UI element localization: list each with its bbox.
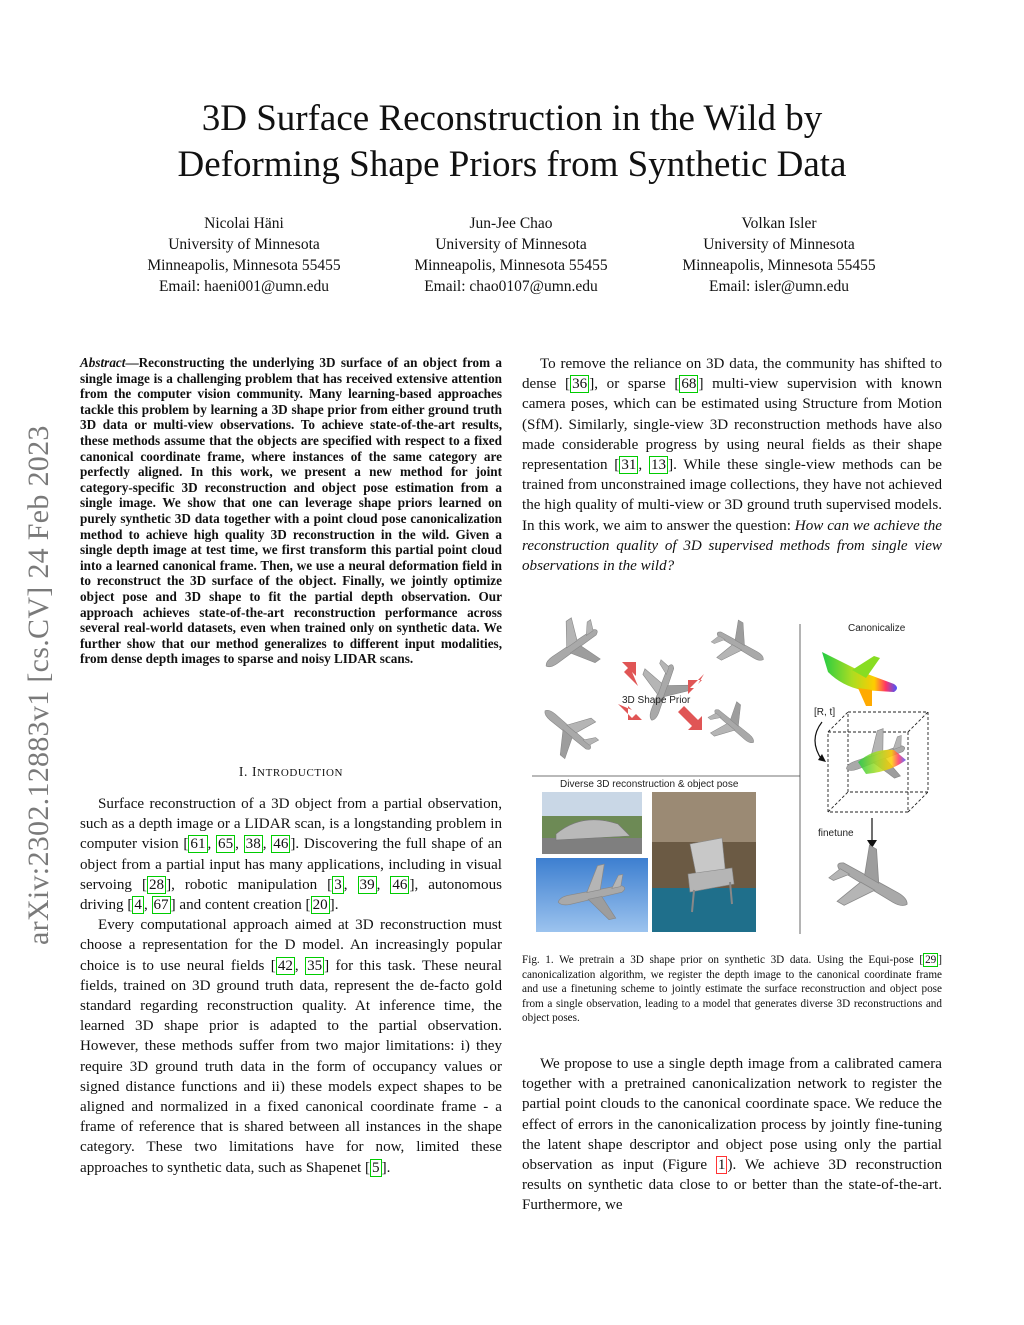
airplane-shape-top-right (706, 614, 774, 678)
section-number: I. (238, 764, 252, 779)
citation-link[interactable]: 65 (218, 836, 234, 853)
text-run: ] multi-view supervision with known camera poses, which can be estimated using Structure from Motion (SfM). Similarly, single-view 3D reconstruction methods have also made considerable progress by using neural fields as their shape representation [ (522, 376, 942, 474)
citation-link[interactable]: 46 (392, 876, 408, 893)
airplane-shape-bottom-left (530, 692, 607, 767)
text-run: ]. Discovering the full shape of an object from a partial input has many applications, including in visual servoing [ (80, 836, 503, 893)
section-heading (80, 764, 502, 780)
author-email: Email: isler@umn.edu (709, 278, 849, 295)
intro-paragraph-4 (522, 1054, 942, 1216)
author-email: Email: chao0107@umn.edu (424, 278, 598, 295)
shape-prior-label: 3D Shape Prior (622, 695, 691, 706)
figure-1-caption (522, 953, 942, 1026)
text-run: ], autonomous driving [ (80, 876, 503, 914)
citation-link[interactable]: 61 (190, 836, 206, 853)
intro-paragraph-1: Surface reconstruction of a 3D object from a partial observation, such as a depth image or a LIDAR scan, is a longstanding problem in computer vision [ 61 , 65 , 38 , 46 ]. Discovering the full shape of an object from a partial input has many applications, including in visual servoing [ 28 ], robotic manipulation [ 3 , 39 , 46 ], autonomous driving [ 4 , 67 ] and content creation [ 20 ]. (80, 796, 503, 914)
airplane-shape-top-left (532, 612, 613, 687)
citation-link[interactable]: 20 (312, 897, 328, 914)
abstract (80, 355, 502, 667)
author-name: Jun-Jee Chao (469, 215, 553, 232)
citation-link[interactable]: 3 (334, 876, 342, 893)
text-run: ]. (381, 1159, 391, 1176)
research-question: How can we achieve the reconstruction quality of 3D supervised methods from single view observations in the wild? (522, 517, 942, 575)
figure-1 (522, 612, 942, 942)
text-run: ] and content creation [ (170, 897, 311, 914)
citation-link[interactable]: 68 (681, 376, 697, 393)
author-affiliation: University of Minnesota (168, 236, 320, 253)
title-line-1: 3D Surface Reconstruction in the Wild by (201, 98, 823, 139)
paper-title (0, 96, 1024, 188)
intro-column-right-bottom (522, 1054, 942, 1216)
citation-link[interactable]: 38 (245, 836, 261, 853)
citation-link[interactable]: 39 (359, 876, 375, 893)
author-affiliation: University of Minnesota (703, 236, 855, 253)
text-run: Surface reconstruction of a 3D object from a partial observation, such as a depth image or a LIDAR scan, is a longstanding problem in computer vision [ (80, 796, 502, 853)
intro-paragraph-2: Every computational approach aimed at 3D reconstruction must choose a representation for the D model. An increasingly popular choice is to use neural fields [ 42 , 35 ] for this task. These neural fields, trained on 3D ground truth data, represent the de-facto gold standard regarding reconstruction quality. At inference time, the learned 3D shape prior is adapted to the partial observation. However, these methods suffer from two major limitations: i) they require 3D ground truth data in the form of occupancy values or signed distance functions and ii) these models expect shapes to be aligned and normalized in a fixed canonical coordinate frame - a frame of reference that is shared between all instances in the shape category. These two limitations have for now, limited these approaches to synthetic data, such as Shapenet [ 5 ]. (80, 917, 503, 1176)
abstract-lead: Abstract (80, 355, 126, 370)
section-rest: NTRODUCTION (257, 767, 344, 779)
citation-link[interactable]: 4 (134, 897, 142, 914)
arxiv-identifier[interactable]: arXiv:2302.12883v1 [cs.CV] 24 Feb 2023 (22, 425, 55, 945)
text-run: ]. While these single-view methods can be trained from unconstrained image collections, they have not achieved the high quality of multi-view or 3D ground truth supervised models. In this work, we aim to answer the question: (522, 457, 943, 534)
registered-airplane (838, 724, 914, 793)
text-run: ] for this task. These neural fields, trained on 3D ground truth data, represent the de-facto gold standard regarding reconstruction quality. At inference time, the learned 3D shape prior is adapted to the partial observation. However, these methods suffer from two major limitations: i) they require 3D ground truth data in the form of occupancy values or signed distance functions and ii) these models expect shapes to be aligned and normalized in a fixed canonical coordinate frame - a frame of reference that is shared between all instances in the shape category. These two limitations have for now, limited these approaches to synthetic data, such as Shapenet [ (80, 957, 503, 1176)
intro-column-left (80, 794, 502, 1178)
citation-link[interactable]: 46 (273, 836, 289, 853)
text-run: ], or sparse [ (589, 376, 680, 393)
photo-chair-room (652, 792, 756, 932)
photo-airplane-sky (536, 858, 648, 932)
citation-link[interactable]: 42 (277, 957, 293, 974)
rt-label: [R, t] (814, 707, 836, 718)
text-run: Every computational approach aimed at 3D reconstruction must choose a representation for the D model. An increasingly popular choice is to use neural fields [ (80, 917, 502, 974)
intro-column-right-top (522, 354, 942, 576)
citation-link[interactable]: 29 (925, 954, 937, 966)
canonicalize-label: Canonicalize (848, 623, 906, 634)
author-name: Volkan Isler (741, 215, 817, 232)
citation-link[interactable]: 35 (307, 957, 323, 974)
author-location: Minneapolis, Minnesota 55455 (682, 257, 876, 274)
figure-reference-link[interactable]: 1 (717, 1157, 726, 1174)
citation-link[interactable]: 67 (153, 897, 169, 914)
citation-link[interactable]: 36 (572, 376, 588, 393)
author-block (659, 213, 899, 297)
intro-paragraph-3: To remove the reliance on 3D data, the community has shifted to dense [ 36 ], or sparse [ 68 ] multi-view supervision with known camera poses, which can be estimated using Structure from Motion (SfM). Similarly, single-view 3D reconstruction methods have also made considerable progress by using neural fields as their shape representation [ 31 , 13 ]. While these single-view methods can be trained from unconstrained image collections, they have not achieved the high quality of multi-view or 3D ground truth supervised models. In this work, we aim to answer the question: How can we achieve the reconstruction quality of 3D supervised methods from single view observations in the wild? (522, 356, 943, 575)
author-location: Minneapolis, Minnesota 55455 (147, 257, 341, 274)
figure-1-graphic (522, 612, 942, 942)
diverse-label: Diverse 3D reconstruction & object pose (560, 779, 739, 790)
citation-link[interactable]: 13 (650, 457, 667, 474)
finetune-label: finetune (818, 828, 854, 839)
author-name: Nicolai Häni (204, 215, 284, 232)
author-block (124, 213, 364, 297)
text-run: To remove the reliance on 3D data, the community has shifted to dense [ (522, 356, 942, 393)
text-run: ] canonicalization algorithm, we register the depth image to the canonical coordinate frame and use a finetuning scheme to jointly estimate the surface reconstruction and object pose from a single observation, leading to a model that generates diverse 3D reconstructions and object poses. (522, 954, 942, 1025)
text-run: We propose to use a single depth image from a calibrated camera together with a pretrained canonicalization network to register the partial point clouds to the canonical coordinate space. We reduce the effect of errors in the canonicalization process by jointly fine-tuning the latent shape descriptor and object pose using only the partial observation as input (Figure (522, 1056, 942, 1174)
citation-link[interactable]: 31 (621, 457, 637, 474)
author-block (391, 213, 631, 297)
author-email: Email: haeni001@umn.edu (158, 278, 330, 295)
rotation-arrow (815, 722, 822, 760)
citation-link[interactable]: 28 (148, 876, 165, 893)
text-run: ], robotic manipulation [ (166, 876, 333, 893)
text-run: ). We achieve 3D reconstruction results on synthetic data close to or better than the state-of-the-art. Furthermore, we (522, 1157, 942, 1214)
final-airplane-reconstruction (821, 836, 924, 933)
text-run: ]. (329, 897, 339, 914)
photo-car-street (542, 792, 642, 854)
abstract-text: —Reconstructing the underlying 3D surface of an object from a single image is a challenging problem that has received extensive attention from the computer vision community. Many learning-based approaches tackle this problem by learning a 3D shape prior from either ground truth 3D data or multi-view observations. To achieve state-of-the-art results, these methods assume that the objects are specified with respect to a fixed canonical coordinate frame, where instances of the same category are perfectly aligned. In this work, we present a new method for joint category-specific 3D reconstruction and object pose estimation from a single image. We show that one can leverage shape priors learned on purely synthetic 3D data together with a point cloud pose canonicalization method to achieve high quality 3D reconstruction in the wild. Given a single depth image at test time, we first transform this partial point cloud into a learned canonical frame. Then, we use a neural deformation field in to reconstruct the 3D surface of the object. Finally, we jointly optimize object pose and 3D shape to fit the partial depth observation. Our approach achieves state-of-the-art reconstruction performance across several real-world datasets, even when trained only on synthetic data. We further show that our method generalizes to different input modalities, from dense depth images to sparse and noisy LIDAR scans. (80, 355, 502, 667)
author-location: Minneapolis, Minnesota 55455 (414, 257, 608, 274)
text-run: Fig. 1. We pretrain a 3D shape prior on synthetic 3D data. Using the Equi-pose [ (522, 954, 924, 966)
citation-link[interactable]: 5 (372, 1159, 380, 1176)
author-affiliation: University of Minnesota (435, 236, 587, 253)
colored-point-cloud (822, 652, 897, 706)
title-line-2: Deforming Shape Priors from Synthetic Data (177, 144, 847, 185)
section-initial: I (251, 764, 258, 779)
airplane-shape-bottom-right (701, 694, 766, 758)
